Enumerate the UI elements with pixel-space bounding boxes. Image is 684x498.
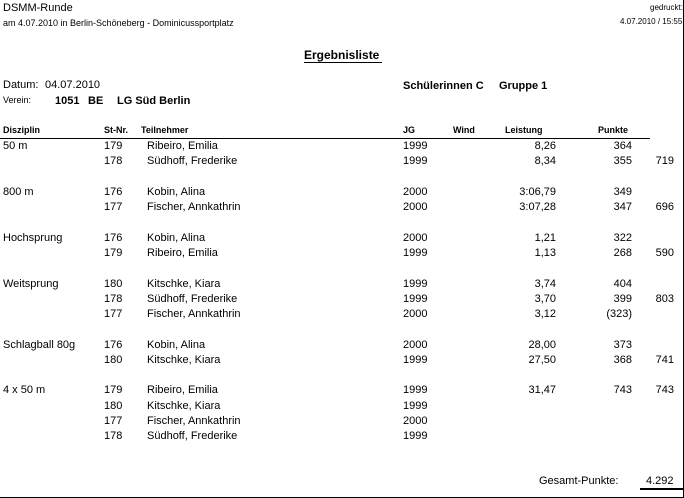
athlete-name-cell: Fischer, Annkathrin <box>147 308 241 320</box>
points-cell: 373 <box>613 339 632 351</box>
points-cell: 268 <box>613 247 632 259</box>
performance-cell: 3,12 <box>534 308 556 320</box>
birth-year-cell: 2000 <box>403 201 428 213</box>
birth-year-cell: 1999 <box>403 354 428 366</box>
table-row <box>0 278 684 292</box>
discipline-total-cell: 719 <box>655 155 674 167</box>
discipline-cell: Hochsprung <box>3 232 63 244</box>
athlete-name-cell: Ribeiro, Emilia <box>147 384 218 396</box>
birth-year-cell: 1999 <box>403 155 428 167</box>
start-number-cell: 176 <box>104 339 123 351</box>
start-number-cell: 176 <box>104 186 123 198</box>
discipline-total-cell: 743 <box>655 384 674 396</box>
col-wind: Wind <box>453 125 475 135</box>
start-number-cell: 179 <box>104 247 123 259</box>
verein-land: BE <box>88 95 104 107</box>
printed-label: gedruckt: <box>650 3 683 12</box>
birth-year-cell: 2000 <box>403 415 428 427</box>
datum-value: 04.07.2010 <box>45 79 101 91</box>
col-leistung: Leistung <box>505 125 543 135</box>
col-punkte: Punkte <box>598 125 629 135</box>
athlete-name-cell: Ribeiro, Emilia <box>147 247 218 259</box>
start-number-cell: 178 <box>104 430 123 442</box>
table-row <box>0 384 684 398</box>
birth-year-cell: 1999 <box>403 140 428 152</box>
points-cell: 347 <box>613 201 632 213</box>
performance-cell: 31,47 <box>528 384 556 396</box>
verein-name: LG Süd Berlin <box>117 95 191 107</box>
table-row <box>0 415 684 429</box>
points-cell: 404 <box>613 278 632 290</box>
table-row <box>0 186 684 200</box>
birth-year-cell: 2000 <box>403 232 428 244</box>
points-cell: 349 <box>613 186 632 198</box>
performance-cell: 3:06,79 <box>519 186 556 198</box>
verein-label: Verein: <box>3 95 32 105</box>
table-row <box>0 232 684 246</box>
start-number-cell: 177 <box>104 201 123 213</box>
performance-cell: 27,50 <box>528 354 556 366</box>
athlete-name-cell: Kobin, Alina <box>147 339 206 351</box>
start-number-cell: 178 <box>104 293 123 305</box>
col-jg: JG <box>403 125 416 135</box>
performance-cell: 3,74 <box>534 278 556 290</box>
performance-cell: 3:07,28 <box>519 201 556 213</box>
athlete-name-cell: Kobin, Alina <box>147 186 206 198</box>
points-cell: 399 <box>613 293 632 305</box>
verein-nr: 1051 <box>55 95 80 107</box>
group: Gruppe 1 <box>499 80 548 92</box>
table-row <box>0 201 684 215</box>
page-title: Ergebnisliste <box>304 48 380 62</box>
table-row <box>0 293 684 307</box>
table-row <box>0 140 684 154</box>
performance-cell: 3,70 <box>534 293 556 305</box>
table-row <box>0 400 684 414</box>
athlete-name-cell: Südhoff, Frederike <box>147 155 238 167</box>
birth-year-cell: 1999 <box>403 400 428 412</box>
athlete-name-cell: Südhoff, Frederike <box>147 293 238 305</box>
birth-year-cell: 1999 <box>403 384 428 396</box>
event-location: am 4.07.2010 in Berlin-Schöneberg - Dominicussportplatz <box>3 18 234 28</box>
total-label: Gesamt-Punkte: <box>539 475 619 487</box>
col-teilnehmer: Teilnehmer <box>141 125 189 135</box>
title-underline <box>304 62 382 63</box>
birth-year-cell: 1999 <box>403 293 428 305</box>
athlete-name-cell: Südhoff, Frederike <box>147 430 238 442</box>
discipline-cell: 800 m <box>3 186 34 198</box>
table-row <box>0 339 684 353</box>
points-cell: 364 <box>613 140 632 152</box>
start-number-cell: 180 <box>104 354 123 366</box>
discipline-cell: Weitsprung <box>3 278 59 290</box>
discipline-total-cell: 696 <box>655 201 674 213</box>
birth-year-cell: 2000 <box>403 339 428 351</box>
birth-year-cell: 1999 <box>403 247 428 259</box>
category: Schülerinnen C <box>403 80 484 92</box>
discipline-total-cell: 741 <box>655 354 674 366</box>
table-row <box>0 155 684 169</box>
performance-cell: 8,34 <box>534 155 556 167</box>
birth-year-cell: 1999 <box>403 430 428 442</box>
printed-value: 4.07.2010 / 15:55 <box>620 17 683 26</box>
table-row <box>0 247 684 261</box>
start-number-cell: 177 <box>104 415 123 427</box>
start-number-cell: 177 <box>104 308 123 320</box>
header-divider <box>0 138 650 139</box>
table-row <box>0 430 684 444</box>
athlete-name-cell: Fischer, Annkathrin <box>147 201 241 213</box>
start-number-cell: 179 <box>104 140 123 152</box>
discipline-total-cell: 590 <box>655 247 674 259</box>
birth-year-cell: 2000 <box>403 308 428 320</box>
performance-cell: 1,13 <box>534 247 556 259</box>
athlete-name-cell: Fischer, Annkathrin <box>147 415 241 427</box>
start-number-cell: 179 <box>104 384 123 396</box>
points-cell: 322 <box>613 232 632 244</box>
start-number-cell: 178 <box>104 155 123 167</box>
discipline-cell: 4 x 50 m <box>3 384 46 396</box>
points-cell: 743 <box>613 384 632 396</box>
table-row <box>0 354 684 368</box>
performance-cell: 8,26 <box>534 140 556 152</box>
performance-cell: 28,00 <box>528 339 556 351</box>
event-name: DSMM-Runde <box>3 2 73 14</box>
discipline-cell: 50 m <box>3 140 28 152</box>
athlete-name-cell: Kitschke, Kiara <box>147 354 221 366</box>
birth-year-cell: 1999 <box>403 278 428 290</box>
athlete-name-cell: Ribeiro, Emilia <box>147 140 218 152</box>
discipline-total-cell: 803 <box>655 293 674 305</box>
col-disziplin: Disziplin <box>3 125 41 135</box>
start-number-cell: 180 <box>104 278 123 290</box>
col-stnr: St-Nr. <box>104 125 129 135</box>
birth-year-cell: 2000 <box>403 186 428 198</box>
points-cell: 368 <box>613 354 632 366</box>
datum-label: Datum: <box>3 79 39 91</box>
athlete-name-cell: Kitschke, Kiara <box>147 400 221 412</box>
points-cell: (323) <box>606 308 632 320</box>
total-value: 4.292 <box>646 475 674 487</box>
table-row <box>0 308 684 322</box>
total-underline <box>640 488 684 490</box>
points-cell: 355 <box>613 155 632 167</box>
start-number-cell: 180 <box>104 400 123 412</box>
discipline-cell: Schlagball 80g <box>3 339 76 351</box>
start-number-cell: 176 <box>104 232 123 244</box>
athlete-name-cell: Kitschke, Kiara <box>147 278 221 290</box>
athlete-name-cell: Kobin, Alina <box>147 232 206 244</box>
performance-cell: 1,21 <box>534 232 556 244</box>
